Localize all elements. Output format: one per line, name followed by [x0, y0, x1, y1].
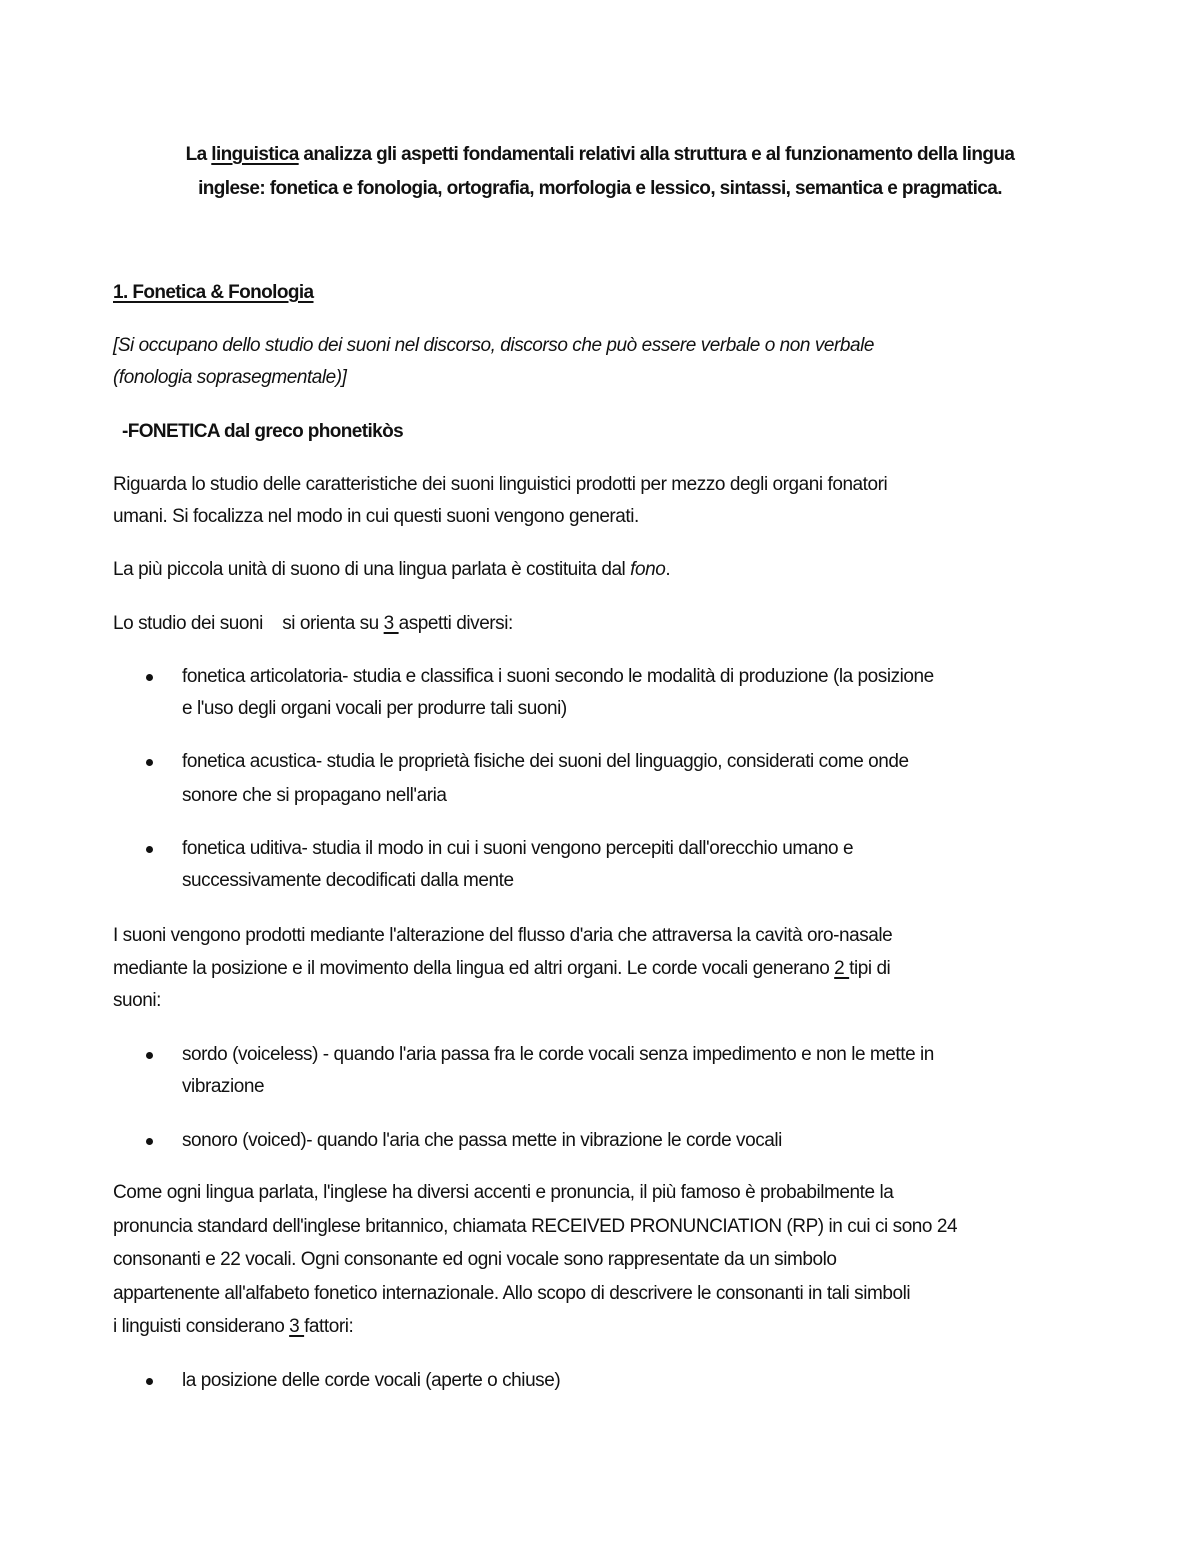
- paragraph: consonanti e 22 vocali. Ogni consonante ed ogni vocale sono rappresentate da un simbolo: [113, 1249, 837, 1270]
- bullet-icon: [146, 1052, 153, 1059]
- underlined-number: 3: [383, 613, 399, 634]
- paragraph: [113, 612, 513, 636]
- paragraph: suoni:: [113, 990, 162, 1011]
- list-item: sordo (voiceless) - quando l'aria passa fra le corde vocali senza impedimento e non le mette in: [182, 1044, 934, 1065]
- paragraph: [113, 957, 890, 981]
- paragraph: I suoni vengono prodotti mediante l'alterazione del flusso d'aria che attraversa la cavità oro-nasale: [113, 925, 893, 946]
- intro-line-2: inglese: fonetica e fonologia, ortografia, morfologia e lessico, sintassi, semantica e pragmatica.: [198, 178, 1002, 199]
- bullet-icon: [146, 1138, 153, 1145]
- paragraph: pronuncia standard dell'inglese britannico, chiamata RECEIVED PRONUNCIATION (RP) in cui ci sono 24: [113, 1216, 958, 1237]
- list-item: la posizione delle corde vocali (aperte o chiuse): [182, 1370, 561, 1391]
- list-item: e l'uso degli organi vocali per produrre tali suoni): [182, 698, 567, 719]
- bullet-icon: [146, 759, 153, 766]
- list-item: fonetica uditiva- studia il modo in cui i suoni vengono percepiti dall'orecchio umano e: [182, 838, 854, 859]
- bullet-icon: [146, 846, 153, 853]
- text: i linguisti considerano: [113, 1316, 290, 1337]
- list-item: sonoro (voiced)- quando l'aria che passa mette in vibrazione le corde vocali: [182, 1130, 782, 1151]
- bullet-icon: [146, 1378, 153, 1385]
- list-item: successivamente decodificati dalla mente: [182, 870, 514, 891]
- paragraph: [113, 558, 670, 582]
- intro-text: analizza gli aspetti fondamentali relativi alla struttura e al funzionamento della lingua: [298, 144, 1015, 165]
- paragraph: [113, 1315, 353, 1339]
- paragraph: Riguarda lo studio delle caratteristiche dei suoni linguistici prodotti per mezzo degli organi fonatori: [113, 474, 888, 495]
- underlined-number: 3: [289, 1316, 305, 1337]
- underlined-number: 2: [834, 958, 850, 979]
- intro-line-1: [0, 143, 1200, 167]
- text: aspetti diversi:: [398, 613, 513, 634]
- paragraph: appartenente all'alfabeto fonetico internazionale. Allo scopo di descrivere le consonanti in tali simboli: [113, 1283, 911, 1304]
- intro-text: La: [185, 144, 212, 165]
- list-item: fonetica articolatoria- studia e classifica i suoni secondo le modalità di produzione (la posizione: [182, 666, 934, 687]
- text: fattori:: [304, 1316, 354, 1337]
- section-note: [Si occupano dello studio dei suoni nel discorso, discorso che può essere verbale o non verbale: [113, 335, 875, 356]
- italic-term: fono: [630, 559, 666, 580]
- paragraph: umani. Si focalizza nel modo in cui questi suoni vengono generati.: [113, 506, 639, 527]
- subheading: -FONETICA dal greco phonetikòs: [122, 421, 404, 442]
- section-heading: 1. Fonetica & Fonologia: [113, 282, 314, 303]
- text: tipi di: [849, 958, 891, 979]
- list-item: vibrazione: [182, 1076, 265, 1097]
- underlined-term: linguistica: [211, 144, 299, 165]
- text: .: [665, 559, 671, 580]
- section-note: (fonologia soprasegmentale)]: [113, 367, 347, 388]
- text: mediante la posizione e il movimento della lingua ed altri organi. Le corde vocali generano: [113, 958, 835, 979]
- text: Lo studio dei suoni si orienta su: [113, 613, 384, 634]
- bullet-icon: [146, 674, 153, 681]
- list-item: fonetica acustica- studia le proprietà fisiche dei suoni del linguaggio, considerati come onde: [182, 751, 909, 772]
- text: La più piccola unità di suono di una lingua parlata è costituita dal: [113, 559, 631, 580]
- list-item: sonore che si propagano nell'aria: [182, 785, 447, 806]
- paragraph: Come ogni lingua parlata, l'inglese ha diversi accenti e pronuncia, il più famoso è probabilmente la: [113, 1182, 894, 1203]
